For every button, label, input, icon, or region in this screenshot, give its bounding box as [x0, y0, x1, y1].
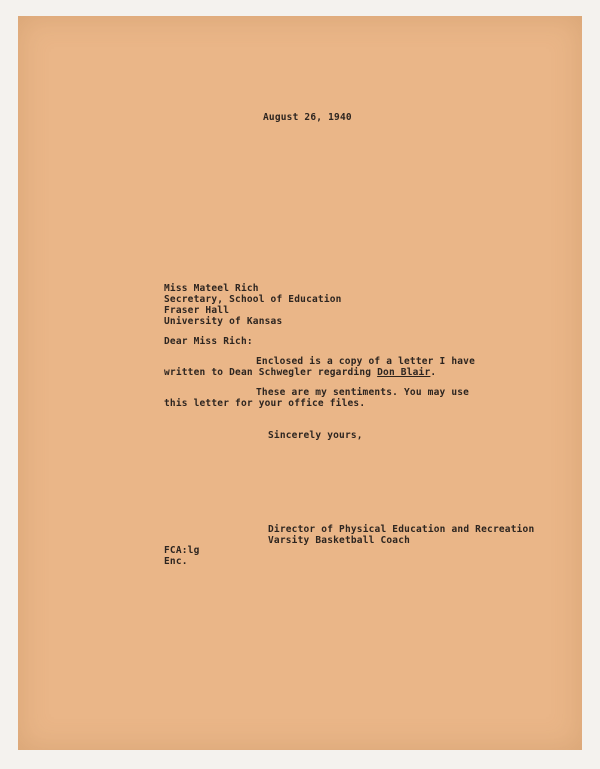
signature-title-line-1: Director of Physical Education and Recreation: [268, 524, 535, 535]
student-name: Don Blair: [377, 367, 431, 378]
recipient-building: Fraser Hall: [164, 305, 230, 316]
body-paragraph-1-line-1: Enclosed is a copy of a letter I have: [256, 356, 476, 367]
body-line-2-suffix: .: [430, 367, 437, 378]
reference-initials: FCA:lg: [164, 545, 200, 556]
closing: Sincerely yours,: [268, 430, 363, 441]
salutation: Dear Miss Rich:: [164, 336, 253, 347]
recipient-title: Secretary, School of Education: [164, 294, 342, 305]
recipient-name: Miss Mateel Rich: [164, 283, 259, 294]
body-paragraph-2-line-1: These are my sentiments. You may use: [256, 387, 470, 398]
recipient-institution: University of Kansas: [164, 316, 283, 327]
body-paragraph-1-line-2: [164, 367, 436, 378]
body-paragraph-2-line-2: this letter for your office files.: [164, 398, 366, 409]
letter-page: [18, 16, 582, 750]
letter-date: August 26, 1940: [263, 112, 352, 123]
body-line-2-prefix: written to Dean Schwegler regarding: [164, 367, 378, 378]
signature-title-line-2: Varsity Basketball Coach: [268, 535, 411, 546]
enclosure-notation: Enc.: [164, 556, 188, 567]
